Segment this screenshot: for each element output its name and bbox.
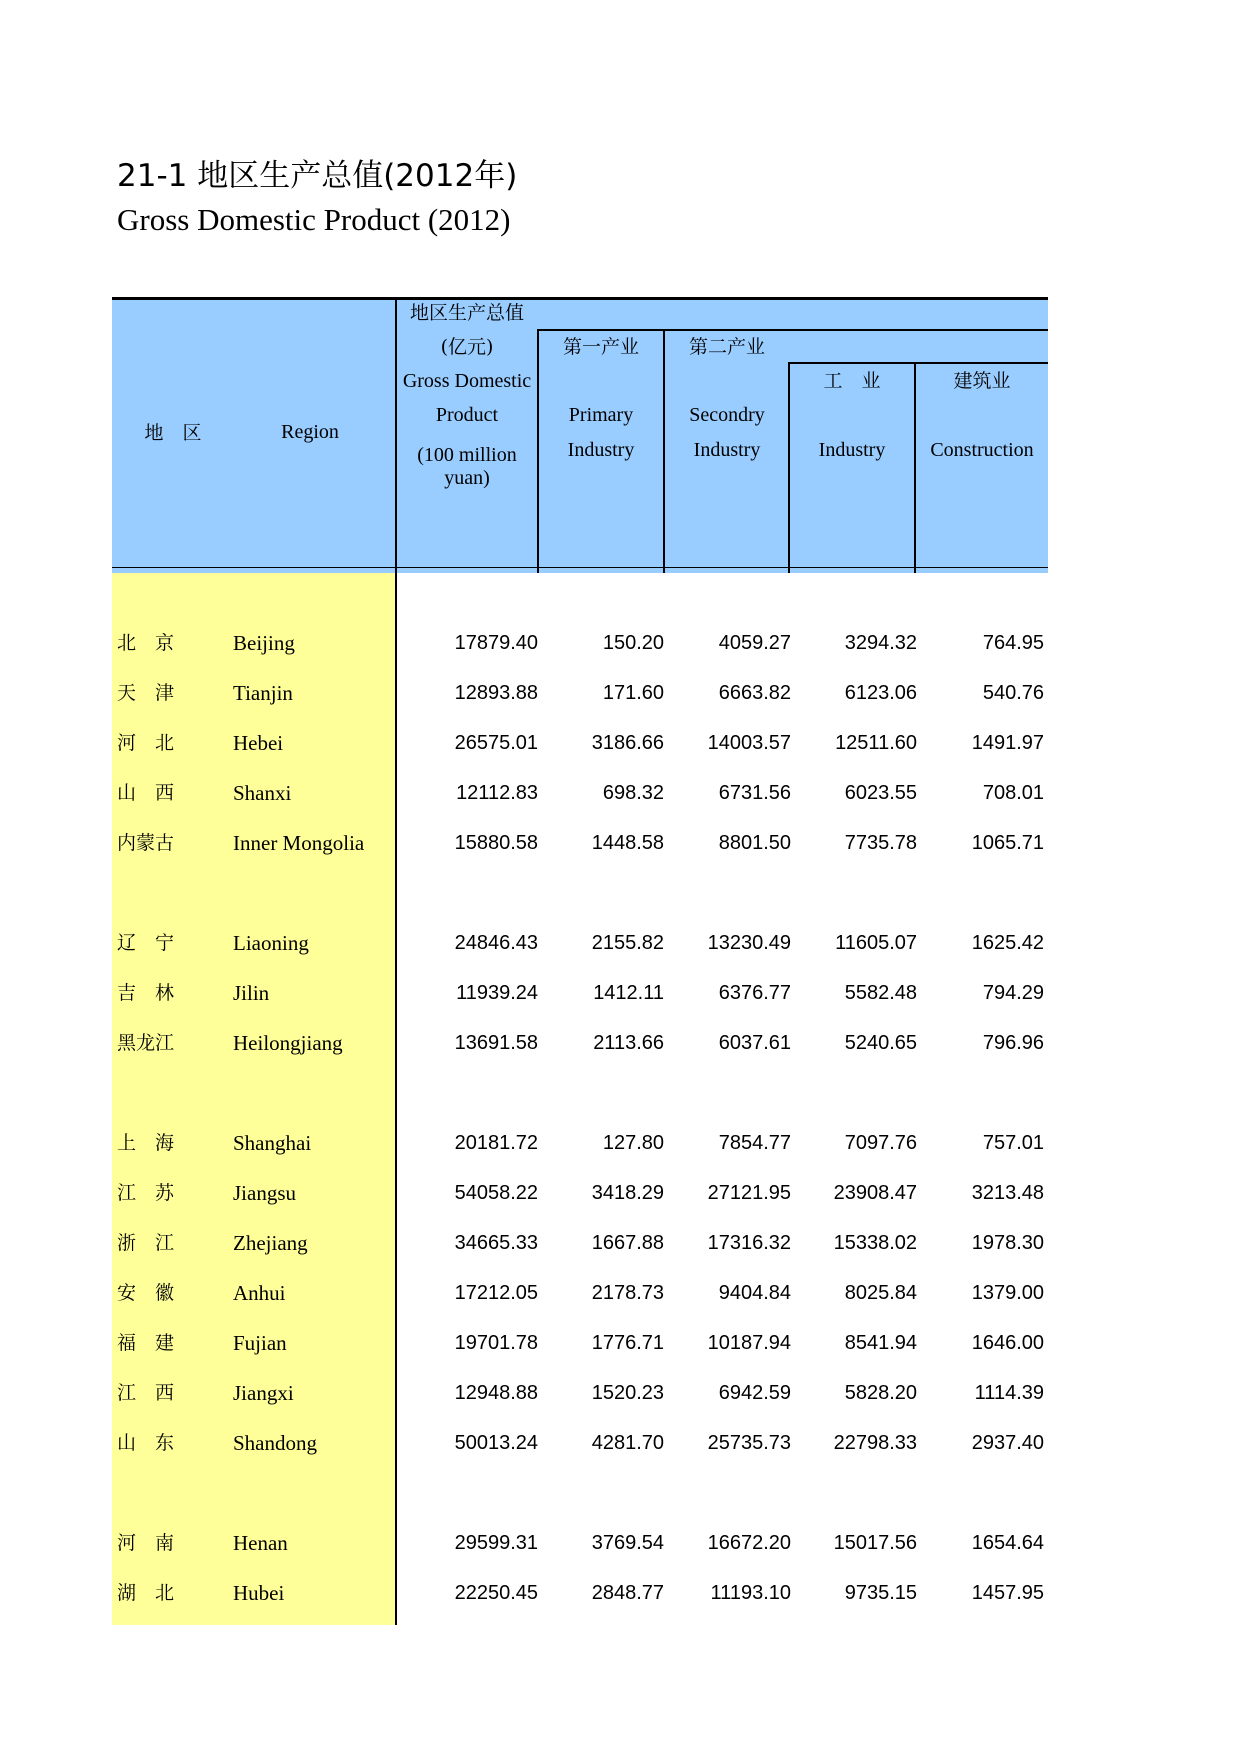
- construction-value: 757.01: [982, 1132, 1044, 1154]
- region-name-cn: 吉 林: [117, 982, 175, 1004]
- industry-value: 11605.07: [835, 932, 917, 954]
- region-name-cn: 安 徽: [117, 1282, 175, 1304]
- construction-value: 1457.95: [971, 1582, 1044, 1604]
- secondary-value: 16672.20: [707, 1532, 791, 1554]
- construction-value: 764.95: [982, 632, 1044, 654]
- header-gdp-unit-en-1: (100 million: [417, 444, 517, 466]
- region-name-en: Jilin: [233, 981, 270, 1005]
- header-primary-cn: 第一产业: [562, 336, 639, 358]
- secondary-value: 9404.84: [718, 1282, 791, 1304]
- gdp-value: 50013.24: [454, 1432, 538, 1454]
- primary-value: 127.80: [602, 1132, 664, 1154]
- construction-value: 1978.30: [971, 1232, 1044, 1254]
- region-name-cn: 山 东: [117, 1432, 175, 1454]
- header-secondary-cn: 第二产业: [688, 336, 765, 358]
- primary-value: 2155.82: [591, 932, 664, 954]
- region-name-cn: 山 西: [117, 782, 175, 804]
- header-industry-en: Industry: [818, 439, 886, 461]
- primary-value: 1667.88: [591, 1232, 664, 1254]
- primary-value: 698.32: [602, 782, 664, 804]
- region-name-cn: 内蒙古: [117, 832, 175, 854]
- header-bottom-rule: [112, 567, 1048, 568]
- header-industry-cn: 工 业: [823, 370, 881, 392]
- industry-value: 8025.84: [844, 1282, 917, 1304]
- construction-value: 794.29: [982, 982, 1044, 1004]
- construction-value: 3213.48: [971, 1182, 1044, 1204]
- secondary-value: 27121.95: [707, 1182, 791, 1204]
- construction-value: 540.76: [982, 682, 1044, 704]
- gdp-value: 54058.22: [454, 1182, 538, 1204]
- primary-value: 2178.73: [591, 1282, 664, 1304]
- construction-value: 1491.97: [971, 732, 1044, 754]
- construction-value: 1625.42: [971, 932, 1044, 954]
- region-name-cn: 江 苏: [117, 1182, 175, 1204]
- gdp-value: 34665.33: [454, 1232, 538, 1254]
- region-name-en: Hebei: [233, 731, 284, 755]
- gdp-value: 26575.01: [454, 732, 538, 754]
- region-name-en: Jiangsu: [233, 1181, 296, 1205]
- industry-value: 5240.65: [844, 1032, 917, 1054]
- title-english: Gross Domestic Product (2012): [117, 202, 511, 237]
- region-name-en: Hubei: [233, 1581, 285, 1605]
- region-name-en: Shandong: [233, 1431, 317, 1455]
- region-name-en: Shanxi: [233, 781, 292, 805]
- industry-value: 8541.94: [844, 1332, 917, 1354]
- header-construction-en: Construction: [930, 439, 1034, 461]
- primary-value: 3186.66: [591, 732, 664, 754]
- table-row: [0, 728, 1240, 758]
- header-gdp-unit-en-2: yuan): [444, 467, 490, 489]
- industry-value: 15017.56: [833, 1532, 917, 1554]
- region-name-cn: 河 南: [117, 1532, 175, 1554]
- region-name-cn: 湖 北: [117, 1582, 175, 1604]
- table-row: [0, 1528, 1240, 1558]
- industry-value: 22798.33: [833, 1432, 917, 1454]
- region-name-cn: 北 京: [117, 632, 175, 654]
- region-name-cn: 浙 江: [117, 1232, 175, 1254]
- industry-value: 3294.32: [844, 632, 917, 654]
- table-row: [0, 978, 1240, 1008]
- construction-value: 1114.39: [974, 1382, 1044, 1404]
- primary-value: 1520.23: [591, 1382, 664, 1404]
- header-divider-construction: [914, 362, 916, 573]
- construction-value: 1646.00: [971, 1332, 1044, 1354]
- primary-value: 1448.58: [591, 832, 664, 854]
- region-name-en: Inner Mongolia: [233, 831, 365, 855]
- region-name-cn: 河 北: [117, 732, 175, 754]
- secondary-value: 4059.27: [718, 632, 791, 654]
- region-name-en: Fujian: [233, 1331, 287, 1355]
- primary-value: 1412.11: [593, 982, 664, 1004]
- gdp-value: 29599.31: [454, 1532, 538, 1554]
- header-region-cn: 地 区: [144, 422, 202, 444]
- gdp-value: 19701.78: [454, 1332, 538, 1354]
- gdp-value: 12948.88: [454, 1382, 538, 1404]
- region-name-cn: 上 海: [117, 1132, 175, 1154]
- region-name-en: Beijing: [233, 631, 295, 655]
- primary-value: 4281.70: [591, 1432, 664, 1454]
- table-row: [0, 1578, 1240, 1608]
- region-name-cn: 辽 宁: [117, 932, 175, 954]
- gdp-value: 11939.24: [456, 982, 538, 1004]
- gdp-value: 13691.58: [454, 1032, 538, 1054]
- construction-value: 796.96: [982, 1032, 1044, 1054]
- header-divider-industry: [788, 362, 790, 573]
- industry-value: 9735.15: [844, 1582, 917, 1604]
- industry-value: 7735.78: [844, 832, 917, 854]
- secondary-value: 14003.57: [707, 732, 791, 754]
- primary-value: 1776.71: [591, 1332, 664, 1354]
- secondary-value: 13230.49: [707, 932, 791, 954]
- region-column-rule: [395, 297, 397, 1625]
- industry-value: 5582.48: [844, 982, 917, 1004]
- region-name-cn: 天 津: [117, 682, 175, 704]
- secondary-value: 8801.50: [718, 832, 791, 854]
- table-row: [0, 1328, 1240, 1358]
- region-name-en: Tianjin: [233, 681, 293, 705]
- construction-value: 708.01: [982, 782, 1044, 804]
- construction-value: 1065.71: [971, 832, 1044, 854]
- region-name-en: Liaoning: [233, 931, 309, 955]
- primary-value: 2848.77: [591, 1582, 664, 1604]
- gdp-value: 22250.45: [454, 1582, 538, 1604]
- region-name-en: Shanghai: [233, 1131, 312, 1155]
- secondary-value: 7854.77: [718, 1132, 791, 1154]
- secondary-value: 6731.56: [718, 782, 791, 804]
- header-gdp-cn: 地区生产总值: [409, 302, 524, 324]
- header-secondary-en-2: Industry: [693, 439, 761, 461]
- header-region-en: Region: [281, 421, 339, 443]
- header-construction-cn: 建筑业: [953, 370, 1011, 392]
- region-name-cn: 福 建: [117, 1332, 175, 1354]
- construction-value: 1379.00: [971, 1282, 1044, 1304]
- secondary-value: 6663.82: [718, 682, 791, 704]
- gdp-value: 17879.40: [454, 632, 538, 654]
- secondary-value: 6037.61: [718, 1032, 791, 1054]
- industry-value: 7097.76: [844, 1132, 917, 1154]
- table-row: [0, 928, 1240, 958]
- header-gdp-en-2: Product: [435, 404, 499, 426]
- table-row: [0, 628, 1240, 658]
- industry-value: 6123.06: [844, 682, 917, 704]
- industry-value: 5828.20: [844, 1382, 917, 1404]
- table-row: [0, 1428, 1240, 1458]
- gdp-value: 17212.05: [454, 1282, 538, 1304]
- header-primary-en-2: Industry: [567, 439, 635, 461]
- region-name-cn: 江 西: [117, 1382, 175, 1404]
- table-row: [0, 1178, 1240, 1208]
- primary-value: 3769.54: [591, 1532, 664, 1554]
- table-row: [0, 778, 1240, 808]
- region-name-en: Henan: [233, 1531, 288, 1555]
- table-row: [0, 1378, 1240, 1408]
- primary-value: 2113.66: [593, 1032, 664, 1054]
- table-row: [0, 1028, 1240, 1058]
- secondary-value: 10187.94: [707, 1332, 791, 1354]
- header-gdp-en-1: Gross Domestic: [402, 370, 532, 392]
- construction-value: 1654.64: [971, 1532, 1044, 1554]
- region-name-cn: 黑龙江: [117, 1032, 175, 1054]
- table-row: [0, 678, 1240, 708]
- header-secondary-en-1: Secondry: [689, 404, 765, 426]
- industry-value: 12511.60: [835, 732, 917, 754]
- secondary-value: 11193.10: [710, 1582, 791, 1604]
- table-row: [0, 1278, 1240, 1308]
- primary-value: 171.60: [602, 682, 664, 704]
- construction-value: 2937.40: [971, 1432, 1044, 1454]
- region-name-en: Jiangxi: [233, 1381, 294, 1405]
- header-primary-en-1: Primary: [568, 404, 634, 426]
- gdp-value: 12112.83: [456, 782, 538, 804]
- header-rule-2: [789, 362, 1048, 364]
- region-name-en: Zhejiang: [233, 1231, 308, 1255]
- secondary-value: 17316.32: [707, 1232, 791, 1254]
- title-chinese: 21-1 地区生产总值(2012年): [117, 158, 518, 194]
- primary-value: 3418.29: [591, 1182, 664, 1204]
- gdp-value: 20181.72: [454, 1132, 538, 1154]
- gdp-value: 24846.43: [454, 932, 538, 954]
- secondary-value: 25735.73: [707, 1432, 791, 1454]
- secondary-value: 6376.77: [718, 982, 791, 1004]
- primary-value: 150.20: [602, 632, 664, 654]
- industry-value: 15338.02: [833, 1232, 917, 1254]
- region-name-en: Anhui: [233, 1281, 286, 1305]
- industry-value: 23908.47: [833, 1182, 917, 1204]
- secondary-value: 6942.59: [718, 1382, 791, 1404]
- table-row: [0, 828, 1240, 858]
- table-row: [0, 1128, 1240, 1158]
- header-rule-1: [538, 329, 1048, 331]
- header-gdp-unit-cn: (亿元): [440, 336, 494, 358]
- table-row: [0, 1228, 1240, 1258]
- gdp-value: 12893.88: [454, 682, 538, 704]
- industry-value: 6023.55: [844, 782, 917, 804]
- gdp-value: 15880.58: [454, 832, 538, 854]
- region-name-en: Heilongjiang: [233, 1031, 343, 1055]
